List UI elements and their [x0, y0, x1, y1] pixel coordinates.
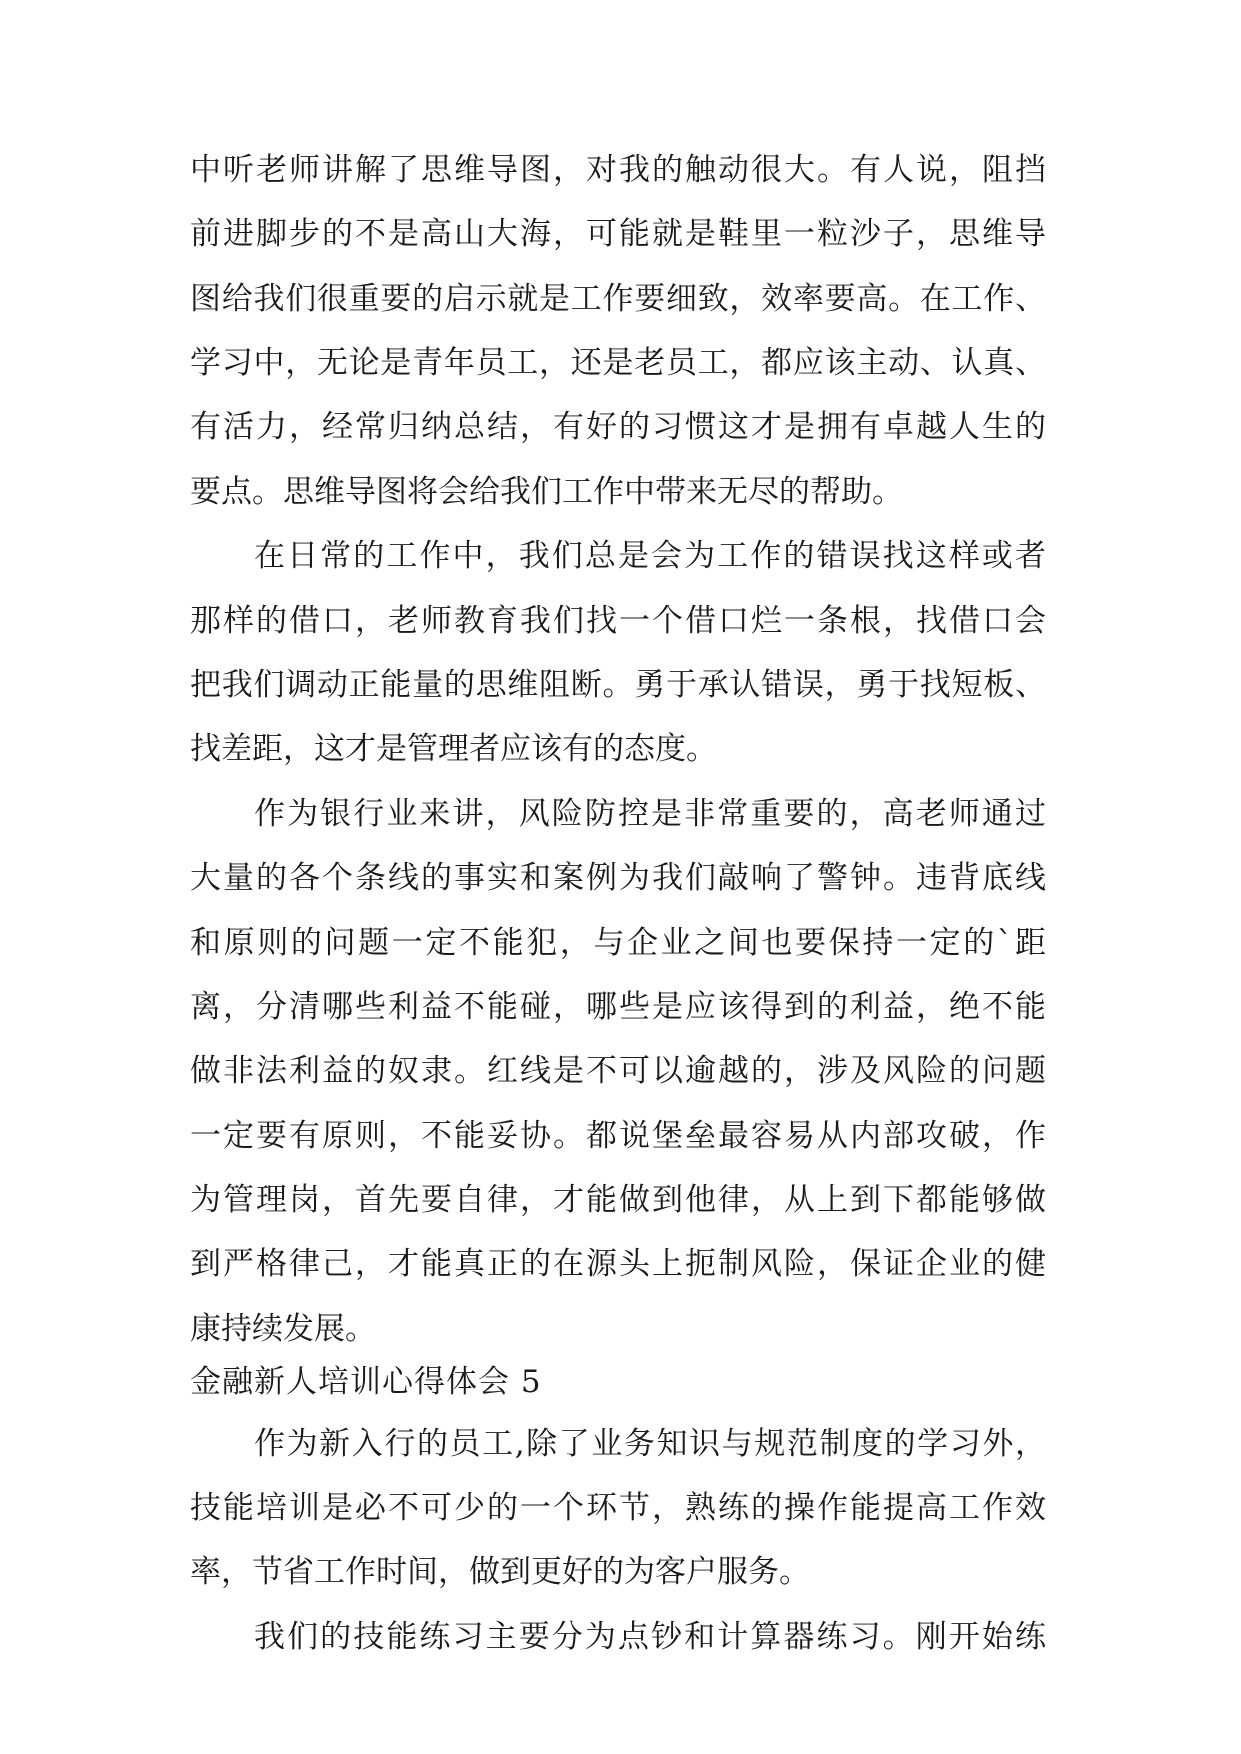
- paragraph-line: 大量的各个条线的事实和案例为我们敲响了警钟。违背底线: [190, 860, 1046, 896]
- paragraph-line: 到严格律己，才能真正的在源头上扼制风险，保证企业的健: [190, 1246, 1046, 1282]
- paragraph-line: 离，分清哪些利益不能碰，哪些是应该得到的利益，绝不能: [190, 989, 1046, 1025]
- paragraph-line: 中听老师讲解了思维导图，对我的触动很大。有人说，阻挡: [190, 152, 1046, 188]
- paragraph-line: 前进脚步的不是高山大海，可能就是鞋里一粒沙子，思维导: [190, 216, 1046, 252]
- paragraph-line: 康持续发展。: [190, 1311, 376, 1347]
- paragraph-line: 学习中，无论是青年员工，还是老员工，都应该主动、认真、: [190, 345, 1046, 381]
- paragraph-line: 在日常的工作中，我们总是会为工作的错误找这样或者: [254, 538, 1046, 574]
- paragraph-line: 作为新入行的员工,除了业务知识与规范制度的学习外，: [254, 1426, 1046, 1462]
- paragraph-line: 和原则的问题一定不能犯，与企业之间也要保持一定的`距: [190, 925, 1046, 961]
- paragraph-line: 做非法利益的奴隶。红线是不可以逾越的，涉及风险的问题: [190, 1053, 1046, 1089]
- paragraph-line: 一定要有原则，不能妥协。都说堡垒最容易从内部攻破，作: [190, 1118, 1046, 1154]
- paragraph-line: 率，节省工作时间，做到更好的为客户服务。: [190, 1554, 810, 1590]
- paragraph-line: 那样的借口，老师教育我们找一个借口烂一条根，找借口会: [190, 603, 1046, 639]
- paragraph-line: 找差距，这才是管理者应该有的态度。: [190, 731, 717, 767]
- paragraph-line: 我们的技能练习主要分为点钞和计算器练习。刚开始练: [254, 1619, 1046, 1655]
- paragraph-line: 把我们调动正能量的思维阻断。勇于承认错误，勇于找短板、: [190, 667, 1046, 703]
- paragraph-line: 为管理岗，首先要自律，才能做到他律，从上到下都能够做: [190, 1182, 1046, 1218]
- paragraph-line: 要点。思维导图将会给我们工作中带来无尽的帮助。: [190, 474, 903, 510]
- paragraph-line: 图给我们很重要的启示就是工作要细致，效率要高。在工作、: [190, 281, 1046, 317]
- paragraph-line: 有活力，经常归纳总结，有好的习惯这才是拥有卓越人生的: [190, 409, 1046, 445]
- paragraph-line: 作为银行业来讲，风险防控是非常重要的，高老师通过: [254, 796, 1046, 832]
- paragraph-line: 技能培训是必不可少的一个环节，熟练的操作能提高工作效: [190, 1490, 1046, 1526]
- section-heading: 金融新人培训心得体会 5: [190, 1364, 542, 1400]
